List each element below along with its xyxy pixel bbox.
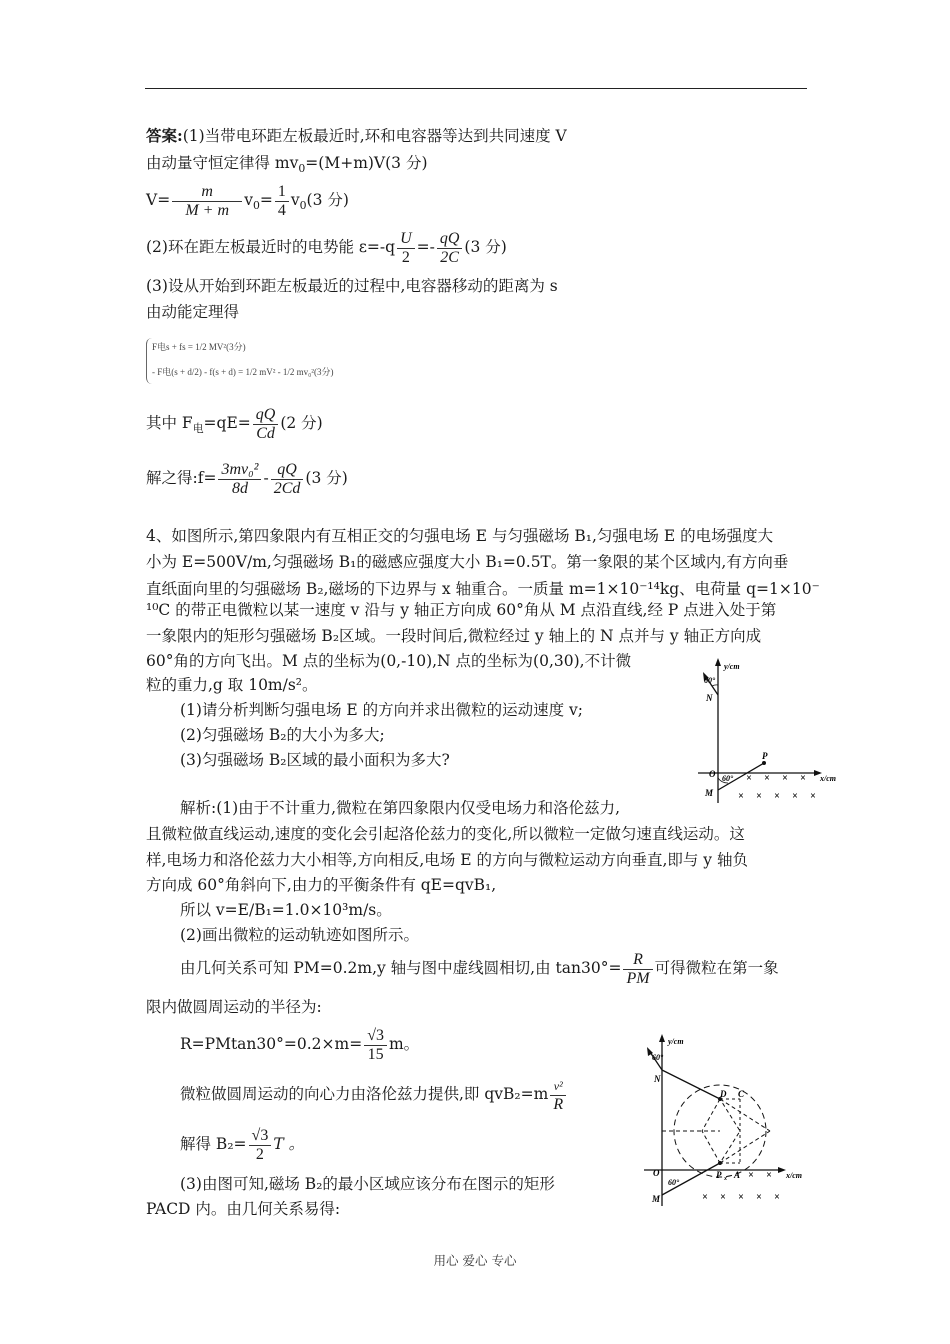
answer-line-1: 答案:(1)当带电环距左板最近时,环和电容器等达到共同速度 V — [146, 126, 567, 145]
solution-line-6: (2)画出微粒的运动轨迹如图所示。 — [180, 926, 419, 944]
fig2-angle-top: 60° — [652, 1053, 664, 1062]
svg-text:×: × — [720, 1192, 726, 1203]
solution-line-8: 限内做圆周运动的半径为: — [146, 998, 322, 1016]
fig1-y-label: y/cm — [724, 662, 740, 671]
solution-line-10: 微粒做圆周运动的向心力由洛伦兹力提供,即 qvB₂=m $\frac{\text{v²}}{R}$ — [180, 1076, 568, 1114]
fig2-label-A: A — [734, 1170, 741, 1180]
solution-line-4: 方向成 60°角斜向下,由力的平衡条件有 qE=qvB₁, — [146, 876, 497, 894]
svg-text:×: × — [764, 773, 770, 784]
svg-text:×: × — [738, 1192, 744, 1203]
answer-label: 答案: — [146, 126, 183, 145]
fig2-label-M: M — [652, 1194, 661, 1204]
figure-2-diagram — [640, 1030, 810, 1210]
answer-line-5: (3)设从开始到环距左板最近的过程中,电容器移动的距离为 s — [146, 277, 558, 295]
svg-text:×: × — [810, 791, 816, 802]
fig1-x-label: x/cm — [820, 774, 836, 783]
question-1: (1)请分析判断匀强电场 E 的方向并求出微粒的运动速度 v; — [180, 701, 584, 719]
fig2-label-P: P — [716, 1170, 722, 1180]
solution-line-3: 样,电场力和洛伦兹力大小相等,方向相反,电场 E 的方向与微粒运动方向垂直,即与 y 轴负 — [146, 851, 748, 869]
solution-line-2: 且微粒做直线运动,速度的变化会引起洛伦兹力的变化,所以微粒一定做匀速直线运动。这 — [146, 825, 745, 843]
fig1-label-N: N — [706, 693, 713, 703]
svg-text:×: × — [774, 1192, 780, 1203]
fig1-label-P: P — [762, 751, 768, 761]
problem-line-6: 60°角的方向飞出。M 点的坐标为(0,-10),N 点的坐标为(0,30),不计微 — [146, 652, 632, 670]
problem-line-1: 4、如图所示,第四象限内有互相正交的匀强电场 E 与匀强磁场 B₁,匀强电场 E 的电场强度大 — [146, 527, 774, 545]
problem-line-2: 小为 E=500V/m,匀强磁场 B₁的磁感应强度大小 B₁=0.5T。第一象限的某个区域内,有方向垂 — [146, 553, 789, 571]
figure-1-diagram — [692, 655, 836, 807]
problem-line-7: 粒的重力,g 取 10m/s²。 — [146, 676, 318, 694]
solution-line-11: 解得 B₂= $\frac{√3}{2}$ T 。 — [180, 1126, 305, 1163]
answer-line-7: 其中 $F_电=qE=$ $\frac{qQ}{Cd}$ (2 分) — [146, 405, 323, 442]
answer-line-2: 由动量守恒定律得 $mv_0=(M+m)V(3$ 分) — [146, 154, 428, 176]
fig2-label-C: C — [738, 1089, 745, 1099]
fig1-label-O: O — [709, 769, 716, 779]
svg-text:×: × — [774, 791, 780, 802]
svg-text:×: × — [746, 773, 752, 784]
answer-line-3: V= $\frac{m}{M + m}$ $v_0=$ $\frac{1}{4}$ $v_0(3$ 分) — [146, 182, 349, 219]
svg-text:×: × — [738, 791, 744, 802]
problem-line-3: 直纸面向里的匀强磁场 B₂,磁场的下边界与 x 轴重合。一质量 m=1×10⁻¹⁴kg、电荷量 q=1×10⁻ — [146, 580, 820, 598]
svg-text:×: × — [792, 791, 798, 802]
fig2-angle-bottom: 60° — [668, 1178, 680, 1187]
svg-text:×: × — [756, 1192, 762, 1203]
answer-line-4: (2)环在距左板最近时的电势能 ε=-q $\frac{U}{2}$ =- $\frac{qQ}{2C}$ (3 分) — [146, 229, 507, 266]
solution-line-1: 解析:(1)由于不计重力,微粒在第四象限内仅受电场力和洛伦兹力, — [180, 799, 621, 817]
solution-line-13: PACD 内。由几何关系易得: — [146, 1200, 341, 1218]
fig2-label-D: D — [720, 1089, 727, 1099]
svg-text:×: × — [800, 773, 806, 784]
problem-line-4: ¹⁰C 的带正电微粒以某一速度 v 沿与 y 轴正方向成 60°角从 M 点沿直线,经 P 点进入处于第 — [146, 601, 777, 619]
svg-text:×: × — [766, 1170, 772, 1181]
answer-line-6: 由动能定理得 — [146, 303, 240, 321]
header-rule — [145, 88, 807, 89]
equation-2: - F电(s + d/2) - f(s + d) = 1/2 mV² - 1/2 mv₀²(3分) — [152, 367, 334, 377]
page-footer: 用心 爱心 专心 — [433, 1253, 517, 1268]
fig2-y-label: y/cm — [668, 1037, 684, 1046]
solution-line-7: 由几何关系可知 PM=0.2m,y 轴与图中虚线圆相切,由 tan30°= $\frac{R}{PM}$ 可得微粒在第一象 — [180, 950, 779, 987]
solution-line-5: 所以 v=E/B₁=1.0×10³m/s。 — [180, 901, 392, 919]
fig2-x-label: x/cm — [786, 1171, 802, 1180]
fig1-angle-bottom: 60° — [722, 774, 734, 783]
solution-line-12: (3)由图可知,磁场 B₂的最小区域应该分布在图示的矩形 — [180, 1175, 555, 1193]
fig2-label-O: O — [653, 1168, 660, 1178]
question-2: (2)匀强磁场 B₂的大小为多大; — [180, 726, 385, 744]
svg-text:×: × — [782, 773, 788, 784]
solution-line-9: R=PMtan30°=0.2×m= $\frac{√3}{15}$ m。 — [180, 1026, 420, 1063]
svg-text:×: × — [702, 1192, 708, 1203]
answer-line-8: 解之得:f= $\frac{\text{3mv₀²}}{8d}$ - $\frac{qQ}{2Cd}$ (3 分) — [146, 460, 348, 497]
svg-text:×: × — [756, 791, 762, 802]
question-3: (3)匀强磁场 B₂区域的最小面积为多大? — [180, 751, 450, 769]
problem-line-5: 一象限内的矩形匀强磁场 B₂区域。一段时间后,微粒经过 y 轴上的 N 点并与 y 轴正方向成 — [146, 627, 762, 645]
fig1-angle-top: 60° — [704, 676, 716, 685]
fig2-label-N: N — [654, 1074, 661, 1084]
fig2-label-x: x — [724, 1176, 727, 1182]
svg-text:×: × — [748, 1170, 754, 1181]
fig1-label-M: M — [705, 788, 714, 798]
equation-1: F电s + fs = 1/2 MV²(3分) — [152, 342, 246, 352]
